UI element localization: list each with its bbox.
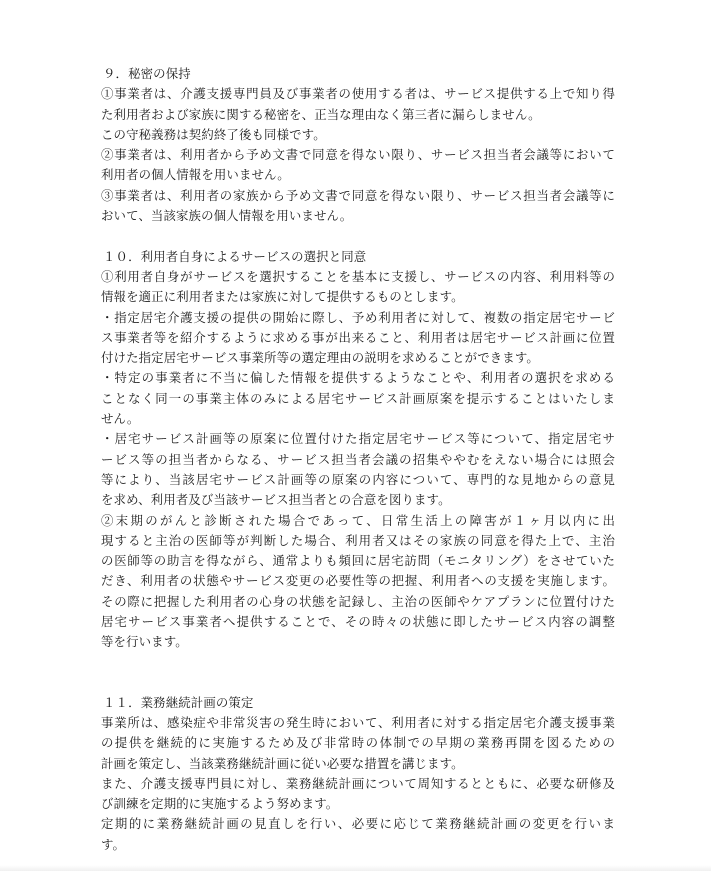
paragraph-line: 等を行います。 [101, 634, 188, 650]
paragraph-line: だき、利用者の状態やサービス変更の必要性等の把握、利用者への支援を実施します。 [101, 573, 615, 589]
section-title: １１．業務継続計画の策定 [103, 694, 254, 710]
paragraph-line: ②事業者は、利用者から予め文書で同意を得ない限り、サービス担当者会議等において [101, 147, 615, 163]
paragraph-line: この守秘義務は契約終了後も同様です。 [101, 126, 326, 142]
paragraph-line: また、介護支援専門員に対し、業務継続計画について周知するとともに、必要な研修及 [101, 775, 615, 791]
paragraph-line: ことなく同一の事業主体のみによる居宅サービス計画原案を提示することはいたしま [101, 390, 615, 406]
document-body [101, 64, 615, 855]
paragraph-line: 等により、当該居宅サービス計画等の原案の内容について、専門的な見地からの意見 [101, 471, 615, 487]
paragraph-line: 定期的に業務継続計画の見直しを行い、必要に応じて業務継続計画の変更を行いま [101, 816, 615, 832]
page-bottom-edge [0, 865, 711, 871]
paragraph-line: の医師等の助言を得ながら、通常よりも頻回に居宅訪問（モニタリング）をさせていた [101, 553, 615, 569]
section-service-choice-consent [101, 247, 615, 653]
paragraph-line: ①利用者自身がサービスを選択することを基本に支援し、サービスの内容、利用料等の [101, 268, 615, 284]
paragraph-line: ・居宅サービス計画等の原案に位置付けた指定居宅サービス等について、指定居宅サ [101, 431, 615, 447]
paragraph-line: おいて、当該家族の個人情報を用いません。 [101, 208, 353, 224]
paragraph-line: ・特定の事業者に不当に偏した情報を提供するようなことや、利用者の選択を求める [101, 370, 615, 386]
paragraph-line: び訓練を定期的に実施するよう努めます。 [101, 796, 339, 812]
paragraph-line: の提供を継続的に実施するため及び非常時の体制での早期の業務再開を図るための [101, 735, 615, 751]
section-title: ９．秘密の保持 [103, 66, 191, 81]
paragraph-line: 情報を適正に利用者または家族に対して提供するものとします。 [101, 289, 464, 305]
paragraph-line: 居宅サービス事業者へ提供することで、その時々の状態に即したサービス内容の調整 [101, 614, 615, 630]
section-spacer [101, 653, 615, 693]
section-confidentiality [101, 64, 615, 226]
paragraph-line: す。 [101, 836, 126, 852]
section-spacer [101, 226, 615, 246]
paragraph-line: 利用者の個人情報を用いません。 [101, 167, 290, 183]
paragraph-line: ②末期のがんと診断された場合であって、日常生活上の障害が１ヶ月以内に出 [101, 512, 615, 528]
paragraph-line: ・指定居宅介護支援の提供の開始に際し、予め利用者に対して、複数の指定居宅サービ [101, 309, 615, 325]
section-title: １０．利用者自身によるサービスの選択と同意 [103, 248, 367, 264]
paragraph-line: 現すると主治の医師等が判断した場合、利用者又はその家族の同意を得た上で、主治 [101, 532, 615, 548]
paragraph-line: 事業所は、感染症や非常災害の発生時において、利用者に対する指定居宅介護支援事業 [101, 714, 615, 730]
paragraph-line: 付けた指定居宅サービス事業所等の選定理由の説明を求めることができます。 [101, 350, 539, 366]
section-business-continuity-plan [101, 693, 615, 855]
paragraph-line: せん。 [101, 411, 140, 427]
paragraph-line: ③事業者は、利用者の家族から予め文書で同意を得ない限り、サービス担当者会議等に [101, 187, 615, 203]
paragraph-line: ①事業者は、介護支援専門員及び事業者の使用する者は、サービス提供する上で知り得 [101, 86, 615, 102]
paragraph-line: た利用者および家族に関する秘密を、正当な理由なく第三者に漏らしません。 [101, 106, 541, 122]
paragraph-line: ス事業者等を紹介するように求める事が出来ること、利用者は居宅サービス計画に位置 [101, 329, 615, 345]
paragraph-line: を求め、利用者及び当該サービス担当者との合意を図ります。 [101, 492, 451, 508]
paragraph-line: ービス等の担当者からなる、サービス担当者会議の招集ややむをえない場合には照会 [101, 451, 615, 467]
paragraph-line: その際に把握した利用者の心身の状態を記録し、主治の医師やケアプランに位置付けた [101, 593, 615, 609]
paragraph-line: 計画を策定し、当該業務継続計画に従い必要な措置を講じます。 [101, 755, 464, 771]
